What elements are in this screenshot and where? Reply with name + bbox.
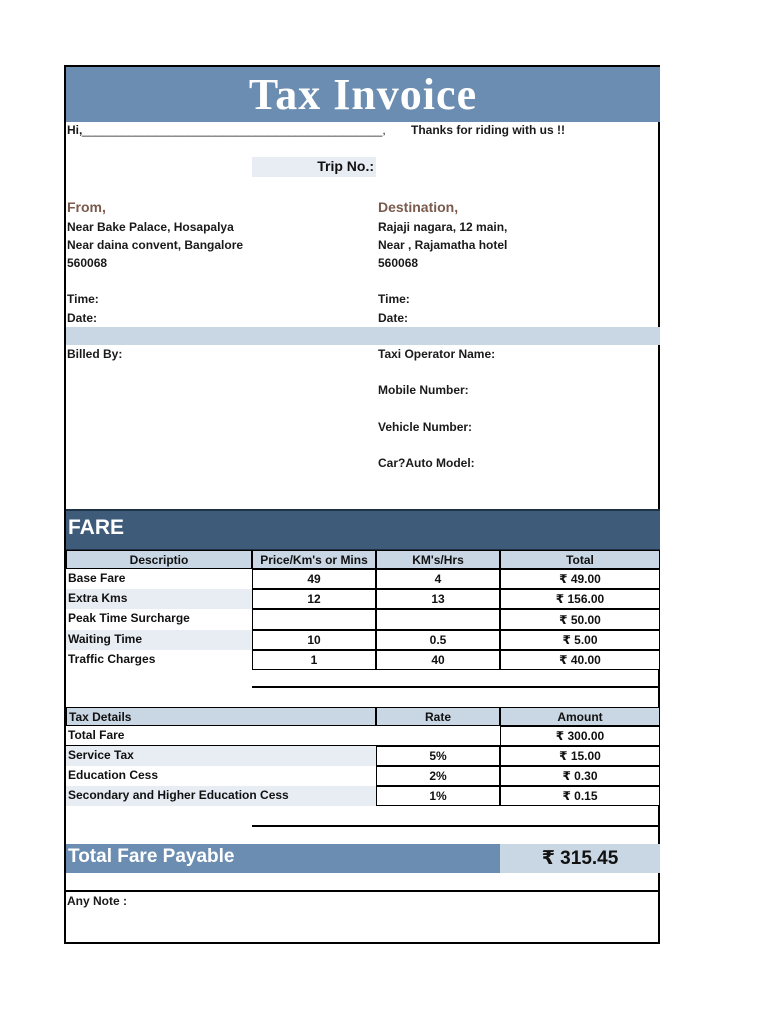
tax-row-rate: 1%	[376, 786, 500, 806]
fare-row-qty: 4	[376, 569, 500, 589]
tax-total-fare-amount: ₹ 300.00	[500, 726, 660, 746]
note-label: Any Note :	[67, 894, 127, 908]
invoice-sheet	[64, 65, 660, 944]
fare-col-description: Descriptio	[66, 550, 252, 569]
fare-row-price	[252, 609, 376, 630]
total-payable-amount-box	[500, 844, 660, 873]
tax-row-amount: ₹ 0.30	[500, 766, 660, 786]
destination-pincode: 560068	[378, 256, 419, 270]
tax-col-details: Tax Details	[66, 707, 376, 726]
fare-heading: FARE	[68, 516, 125, 539]
section-separator-band	[66, 327, 660, 345]
fare-row-total: ₹ 40.00	[500, 650, 660, 670]
fare-row-total: ₹ 50.00	[500, 609, 660, 630]
tax-col-amount: Amount	[500, 707, 660, 726]
fare-row-qty: 40	[376, 650, 500, 670]
destination-address-line1: Rajaji nagara, 12 main,	[378, 220, 508, 234]
tax-row-rate: 2%	[376, 766, 500, 786]
from-label: From,	[67, 199, 106, 215]
fare-row-price: 49	[252, 569, 376, 589]
fare-col-price: Price/Km's or Mins	[252, 550, 376, 569]
tax-col-rate: Rate	[376, 707, 500, 726]
tax-row-label: Education Cess	[68, 768, 159, 782]
fare-row-desc: Peak Time Surcharge	[68, 611, 190, 625]
fare-row-desc: Traffic Charges	[68, 652, 156, 666]
tax-row-label: Secondary and Higher Education Cess	[68, 788, 289, 802]
tax-row-rate: 5%	[376, 746, 500, 766]
from-pincode: 560068	[67, 256, 108, 270]
tax-total-fare-label: Total Fare	[68, 728, 125, 742]
fare-row-price: 12	[252, 589, 376, 609]
destination-date-label: Date:	[378, 311, 409, 325]
greeting-name-blank: _____________________________________________,	[82, 123, 386, 137]
vehicle-number-label: Vehicle Number:	[378, 420, 473, 434]
destination-address-line2: Near , Rajamatha hotel	[378, 238, 508, 252]
billed-by-label: Billed By:	[67, 347, 123, 361]
note-field[interactable]	[66, 910, 660, 942]
fare-row-qty: 0.5	[376, 630, 500, 650]
fare-col-qty: KM's/Hrs	[376, 550, 500, 569]
from-address-line2: Near daina convent, Bangalore	[67, 238, 244, 252]
from-date-label: Date:	[67, 311, 98, 325]
note-rule	[66, 890, 660, 892]
destination-label: Destination,	[378, 199, 459, 215]
fare-row-total: ₹ 5.00	[500, 630, 660, 650]
fare-section-header	[66, 509, 660, 551]
fare-col-total: Total	[500, 550, 660, 569]
vehicle-model-label: Car?Auto Model:	[378, 456, 475, 470]
total-payable-amount: ₹ 315.45	[541, 848, 619, 869]
fare-row-desc: Waiting Time	[68, 632, 143, 646]
operator-name-label: Taxi Operator Name:	[378, 347, 496, 361]
total-payable-bar	[66, 844, 500, 873]
from-time-label: Time:	[67, 292, 99, 306]
fare-row-price: 10	[252, 630, 376, 650]
tax-row-amount: ₹ 15.00	[500, 746, 660, 766]
fare-row-total: ₹ 156.00	[500, 589, 660, 609]
greeting-thanks: Thanks for riding with us !!	[411, 123, 565, 137]
fare-row-qty: 13	[376, 589, 500, 609]
subtotal-rule	[252, 686, 660, 688]
destination-time-label: Time:	[378, 292, 410, 306]
fare-row-qty	[376, 609, 500, 630]
mobile-number-label: Mobile Number:	[378, 383, 469, 397]
trip-number-label: Trip No.:	[317, 158, 374, 174]
from-address-line1: Near Bake Palace, Hosapalya	[67, 220, 234, 234]
tax-row-amount: ₹ 0.15	[500, 786, 660, 806]
total-payable-label: Total Fare Payable	[68, 846, 235, 867]
tax-row-label: Service Tax	[68, 748, 134, 762]
invoice-title: Tax Invoice	[248, 70, 478, 119]
title-bar	[66, 67, 660, 122]
fare-row-total: ₹ 49.00	[500, 569, 660, 589]
total-rule	[252, 825, 660, 827]
fare-row-desc: Base Fare	[68, 571, 126, 585]
greeting-hi: Hi,	[67, 123, 83, 137]
fare-row-desc: Extra Kms	[68, 591, 128, 605]
fare-row-price: 1	[252, 650, 376, 670]
